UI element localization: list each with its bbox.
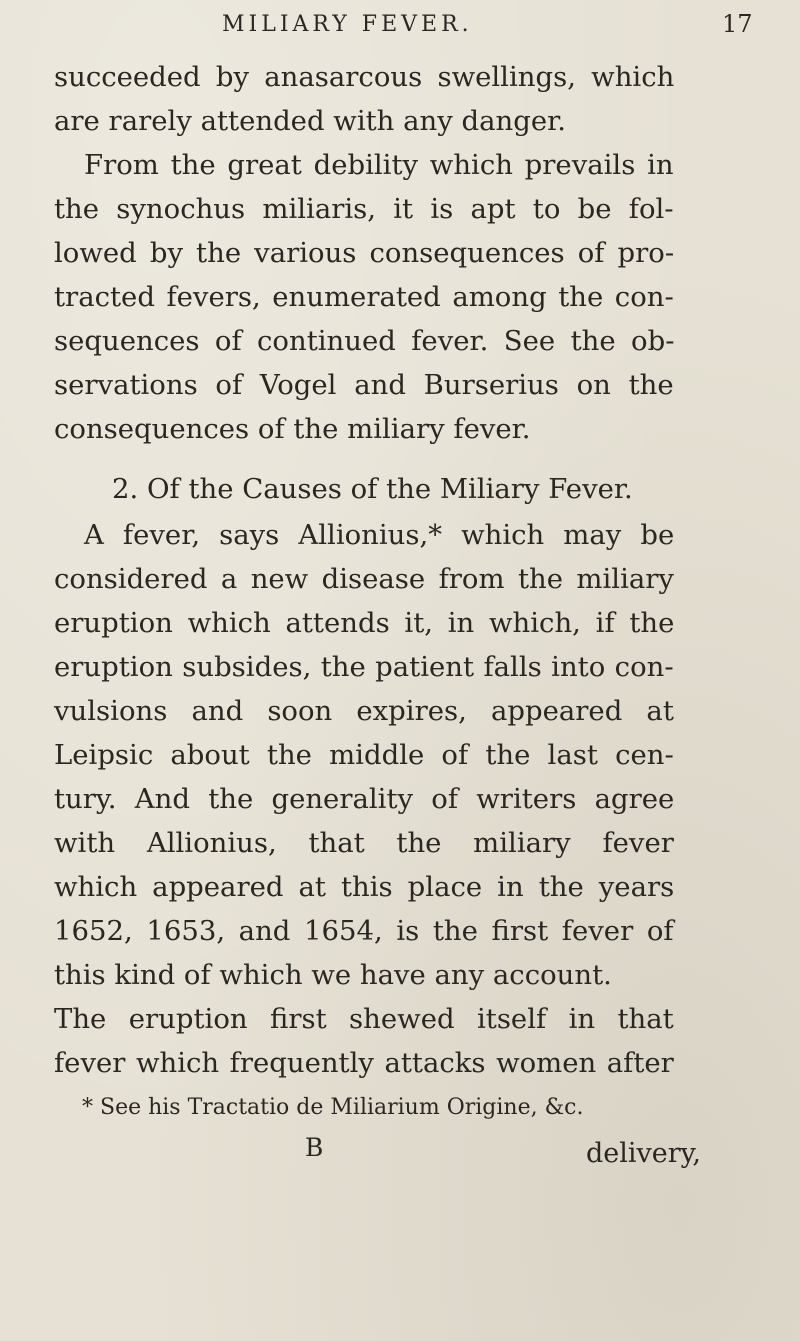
page-number: 17 [722, 10, 753, 38]
text-line: considered a new disease from the miliary [54, 563, 674, 595]
text-line: which appeared at this place in the years [54, 871, 675, 903]
running-head [0, 10, 800, 42]
text-line: the synochus miliaris, it is apt to be fol- [54, 193, 674, 225]
text-line: lowed by the various consequences of pro- [54, 237, 675, 269]
section-heading: 2. Of the Causes of the Miliary Fever. [112, 473, 633, 505]
text-line: eruption which attends it, in which, if the [54, 607, 675, 639]
text-line: vulsions and soon expires, appeared at [54, 695, 674, 727]
text-line: servations of Vogel and Burserius on the [54, 369, 674, 401]
text-line: eruption subsides, the patient falls into con- [54, 651, 674, 683]
signature-mark: B [305, 1133, 324, 1162]
text-line: are rarely attended with any danger. [54, 105, 566, 137]
text-line: From the great debility which prevails in [84, 149, 674, 181]
text-line: succeeded by anasarcous swellings, which [54, 61, 675, 93]
text-line: 1652, 1653, and 1654, is the first fever of [54, 915, 674, 947]
running-head-title: MILIARY FEVER. [222, 12, 473, 37]
text-line: consequences of the miliary fever. [54, 413, 531, 445]
text-line: A fever, says Allionius,* which may be [84, 519, 675, 551]
text-line: The eruption first shewed itself in that [54, 1003, 674, 1035]
footnote: * See his Tractatio de Miliarium Origine, &c. [82, 1095, 584, 1120]
text-line: with Allionius, that the miliary fever [54, 827, 674, 859]
catchword: delivery, [586, 1138, 701, 1169]
text-line: tury. And the generality of writers agree [54, 783, 675, 815]
text-line: Leipsic about the middle of the last cen- [54, 739, 674, 771]
text-line: sequences of continued fever. See the ob- [54, 325, 675, 357]
text-line: fever which frequently attacks women after [54, 1047, 674, 1079]
text-line: this kind of which we have any account. [54, 959, 612, 991]
text-line: tracted fevers, enumerated among the con- [54, 281, 674, 313]
